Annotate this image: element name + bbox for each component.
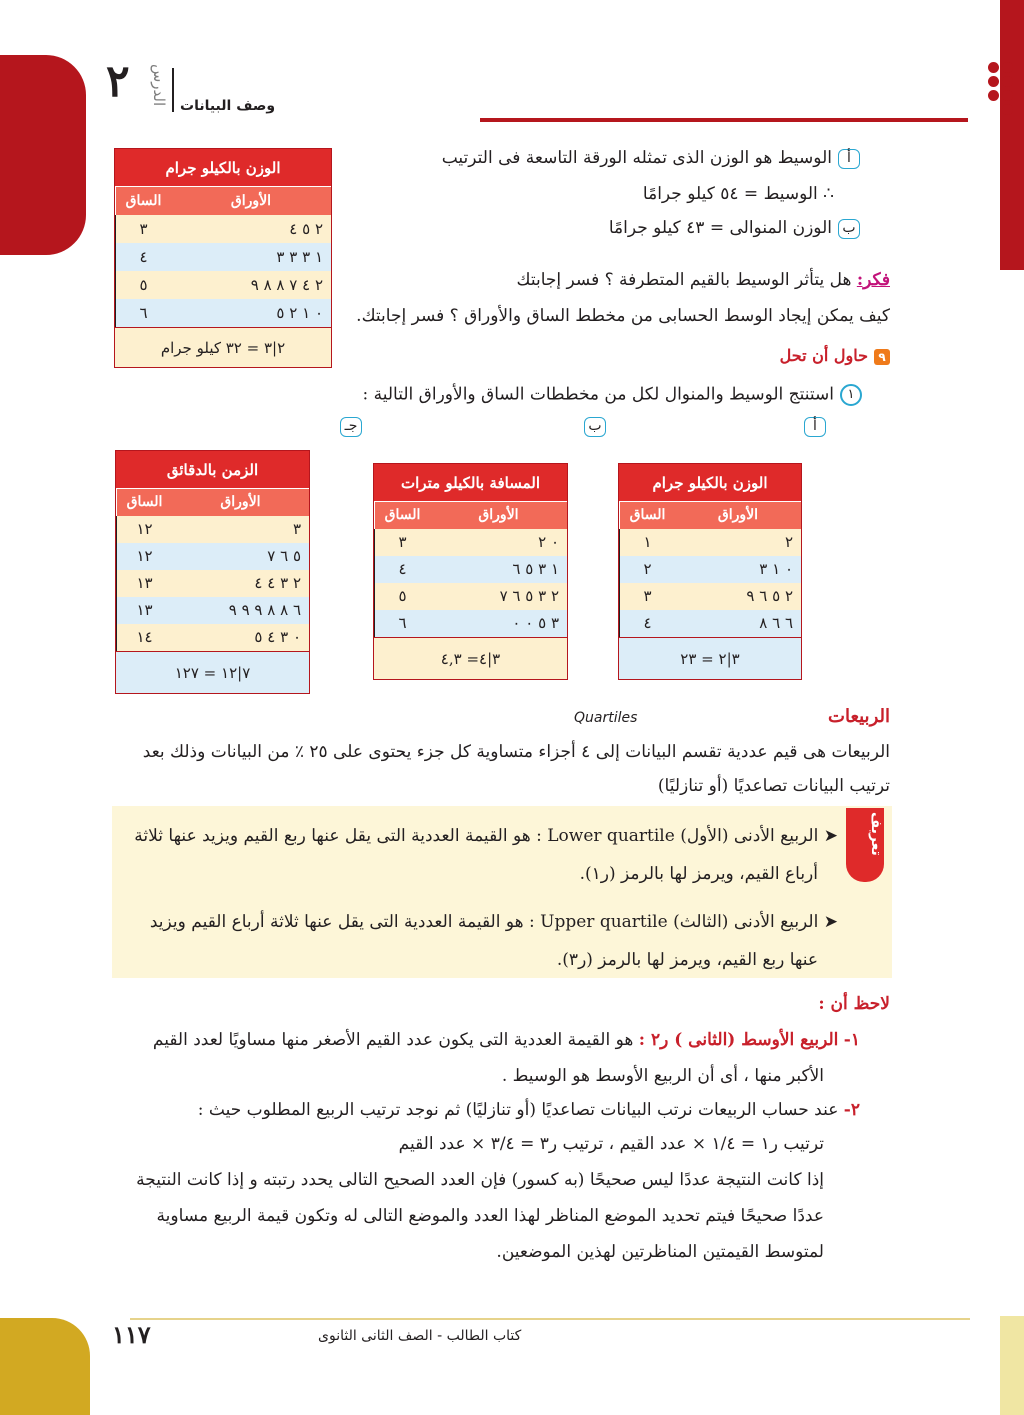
think-question-2: كيف يمكن إيجاد الوسط الحسابى من مخطط الساق والأوراق ؟ فسر إجابتك. xyxy=(356,306,890,326)
row-leaves: ٢ xyxy=(784,533,793,551)
table-row xyxy=(619,610,801,637)
row-stem: ٥ xyxy=(374,583,430,610)
footer-rule xyxy=(130,1318,970,1320)
leaf-header: الأوراق xyxy=(220,494,261,510)
table-row xyxy=(374,529,567,556)
row-leaves: ٦ ٦ ٨ xyxy=(759,614,793,632)
row-stem: ٣ xyxy=(374,529,430,556)
table-row xyxy=(374,556,567,583)
row-stem: ١ xyxy=(619,529,675,556)
note-2-formula: ترتيب ر١ = ١/٤ × عدد القيم ، ترتيب ر٣ = ٣/٤ × عدد القيم xyxy=(398,1134,824,1154)
quartiles-para-2: ترتيب البيانات تصاعديًا (أو تنازليًا) xyxy=(657,776,890,796)
table-row xyxy=(116,516,309,543)
label-b-badge: ب xyxy=(838,219,860,239)
table-header xyxy=(619,502,801,529)
row-leaves: ٠ ٣ ٤ ٥ xyxy=(254,628,301,646)
note-2-text: عند حساب الربيعات نرتب البيانات تصاعديًا (أو تنازليًا) ثم نوجد ترتيب الربيع المطلوب حيث : xyxy=(197,1100,839,1120)
footer-left-tab xyxy=(0,1318,90,1415)
try-heading xyxy=(780,346,890,366)
table-row xyxy=(619,583,801,610)
table-row xyxy=(619,529,801,556)
part-a-label xyxy=(798,416,826,437)
quartiles-para-1: الربيعات هى قيم عددية تقسم البيانات إلى ٤ أجزاء متساوية كل جزء يحتوى على ٢٥ ٪ من البيانات وذلك بعد xyxy=(142,742,890,762)
table-row xyxy=(116,597,309,624)
table-row xyxy=(374,583,567,610)
part-b-label xyxy=(578,416,606,437)
table-title: الوزن بالكيلو جرام xyxy=(115,149,331,187)
row-stem: ٣ xyxy=(619,583,675,610)
row-stem: ٤ xyxy=(115,243,171,271)
question-number: ١ xyxy=(840,384,862,406)
table-row xyxy=(116,624,309,651)
row-leaves: ٠ ٢ xyxy=(538,533,559,551)
row-leaves: ٢ ٥ ٦ ٩ xyxy=(746,587,793,605)
note-1-number: ١- xyxy=(843,1030,860,1050)
table-row xyxy=(115,243,331,271)
decor-dots xyxy=(984,58,1024,138)
table-row xyxy=(116,570,309,597)
think-line xyxy=(517,270,890,291)
answer-a-median: ∴ الوسيط = ٥٤ كيلو جرامًا xyxy=(642,184,834,204)
stem-leaf-table-a xyxy=(618,463,802,680)
stem-header: الساق xyxy=(374,502,430,529)
part-c-label xyxy=(334,416,362,437)
row-stem: ٤ xyxy=(374,556,430,583)
answer-b xyxy=(609,218,860,239)
row-leaves: ٢ ٥ ٤ xyxy=(289,220,323,238)
table-row xyxy=(115,299,331,327)
footer-right-strip xyxy=(1000,1316,1024,1415)
lesson-divider xyxy=(172,68,174,112)
note-2-line-5: لمتوسط القيمتين المناظرتين لهذين الموضعين. xyxy=(496,1242,824,1262)
table-row xyxy=(374,610,567,637)
leaf-header: الأوراق xyxy=(717,507,759,523)
table-key: ٧|١٢ = ١٢٧ xyxy=(116,651,309,693)
notes-heading: لاحظ أن : xyxy=(818,994,890,1014)
definition-item-2-line-2: عنها ربع القيم، ويرمز لها بالرمز (ر٣). xyxy=(556,950,818,970)
definition-item-2-line-1 xyxy=(150,912,838,933)
note-2-line-4: عددًا صحيحًا فيتم تحديد الموضع المناظر لهذا العدد والموضع التالى له وتكون قيمة الربيع مساوية xyxy=(156,1206,824,1226)
answer-b-text: الوزن المنوالى = ٤٣ كيلو جرامًا xyxy=(608,218,832,238)
unit-title: وصف البيانات xyxy=(180,98,276,114)
row-leaves: ٢ ٣ ٤ ٤ xyxy=(254,574,301,592)
row-leaves: ١ ٣ ٥ ٦ xyxy=(512,560,559,578)
note-2-number: ٢- xyxy=(843,1100,860,1120)
note-2-line-1 xyxy=(198,1100,860,1121)
table-header xyxy=(374,502,567,529)
answer-a xyxy=(442,148,860,169)
table-header xyxy=(115,187,331,215)
lesson-word: الدرس xyxy=(150,64,168,107)
badge-b: ب xyxy=(584,417,606,437)
quartiles-heading: الربيعات xyxy=(828,706,890,727)
answer-a-text: الوسيط هو الوزن الذى تمثله الورقة التاسعة فى الترتيب xyxy=(441,148,832,168)
try-question xyxy=(363,384,863,406)
badge-c: جـ xyxy=(340,417,362,437)
leaf-header: الأوراق xyxy=(230,193,272,209)
table-row xyxy=(116,543,309,570)
row-stem: ٣ xyxy=(115,215,171,243)
think-label: فكر: xyxy=(856,270,890,290)
note-1-term: الربيع الأوسط (الثانى ) ر٢ : xyxy=(638,1030,839,1050)
row-leaves: ٦ ٨ ٨ ٩ ٩ ٩ xyxy=(228,601,301,619)
stem-leaf-table-b xyxy=(373,463,568,680)
note-2-line-3: إذا كانت النتيجة عددًا ليس صحيحًا (به كسور) فإن العدد الصحيح التالى يحدد رتبته و إذا كانت النتيجة xyxy=(136,1170,824,1190)
row-leaves: ١ ٣ ٣ ٣ xyxy=(276,248,323,266)
table-key: ٢|٣ = ٣٢ كيلو جرام xyxy=(115,327,331,367)
try-title: حاول أن تحل xyxy=(779,346,868,365)
row-leaves: ٠ ١ ٢ ٥ xyxy=(276,304,323,322)
def-text: الربيع الأدنى (الثالث) Upper quartile : هو القيمة العددية التى يقل عنها ثلاثة أرباع القيم ويزيد xyxy=(149,912,819,932)
stem-header: الساق xyxy=(115,187,171,215)
lesson-header xyxy=(100,56,280,120)
note-1-text: هو القيمة العددية التى يكون عدد القيم الأصغر منها مساويًا لعدد القيم xyxy=(152,1030,634,1050)
question-text: استنتج الوسيط والمنوال لكل من مخططات الساق والأوراق التالية : xyxy=(362,384,834,405)
table-title: الزمن بالدقائق xyxy=(116,451,309,489)
book-title: كتاب الطالب - الصف الثانى الثانوى xyxy=(318,1328,522,1344)
badge-a: أ xyxy=(804,417,826,437)
pencil-icon: ٩ xyxy=(874,349,890,365)
row-stem: ١٣ xyxy=(116,597,172,624)
row-leaves: ٥ ٦ ٧ xyxy=(267,547,301,565)
page-number: ١١٧ xyxy=(112,1320,151,1349)
row-leaves: ٣ ٥ ٠ ٠ xyxy=(512,614,559,632)
row-stem: ٦ xyxy=(115,299,171,327)
quartiles-heading-en: Quartiles xyxy=(574,710,638,726)
row-leaves: ٠ ١ ٣ xyxy=(759,560,793,578)
table-header xyxy=(116,489,309,516)
row-stem: ١٣ xyxy=(116,570,172,597)
page-left-tab xyxy=(0,55,86,255)
stem-leaf-table-c xyxy=(115,450,310,694)
table-key: ٣|٢ = ٢٣ xyxy=(619,637,801,679)
definition-item-1-line-2: أرباع القيم، ويرمز لها بالرمز (ر١). xyxy=(579,864,818,884)
definition-item-1-line-1 xyxy=(134,826,838,847)
lesson-number: ٢ xyxy=(106,56,130,107)
table-row xyxy=(115,215,331,243)
arrow-icon: ➤ xyxy=(823,826,838,846)
row-stem: ٥ xyxy=(115,271,171,299)
table-key: ٣|٤= ٤,٣ xyxy=(374,637,567,679)
label-a-badge: أ xyxy=(838,149,860,169)
row-stem: ٦ xyxy=(374,610,430,637)
think-question-1: هل يتأثر الوسيط بالقيم المتطرفة ؟ فسر إجابتك xyxy=(516,270,852,290)
row-leaves: ٣ xyxy=(292,520,301,538)
header-rule xyxy=(480,118,968,122)
leaf-header: الأوراق xyxy=(478,507,519,523)
row-stem: ١٢ xyxy=(116,543,172,570)
arrow-icon: ➤ xyxy=(823,912,838,932)
table-title: الوزن بالكيلو جرام xyxy=(619,464,801,502)
row-leaves: ٢ ٣ ٥ ٦ ٧ xyxy=(499,587,559,605)
definition-tag-label: تعريف xyxy=(868,812,884,856)
stem-leaf-table-weight xyxy=(114,148,332,368)
table-row xyxy=(115,271,331,299)
note-1-line-2: الأكبر منها ، أى أن الربيع الأوسط هو الوسيط . xyxy=(501,1066,824,1086)
row-stem: ٤ xyxy=(619,610,675,637)
note-1-line-1 xyxy=(153,1030,860,1051)
def-text: الربيع الأدنى (الأول) Lower quartile : هو القيمة العددية التى يقل عنها ربع القيم ويزيد عنها ثلاثة xyxy=(134,826,819,846)
stem-header: الساق xyxy=(619,502,675,529)
row-stem: ١٢ xyxy=(116,516,172,543)
row-stem: ٢ xyxy=(619,556,675,583)
row-stem: ١٤ xyxy=(116,624,172,651)
row-leaves: ٢ ٤ ٧ ٨ ٨ ٩ xyxy=(250,276,323,294)
table-title: المسافة بالكيلو مترات xyxy=(374,464,567,502)
stem-header: الساق xyxy=(116,489,172,516)
table-row xyxy=(619,556,801,583)
